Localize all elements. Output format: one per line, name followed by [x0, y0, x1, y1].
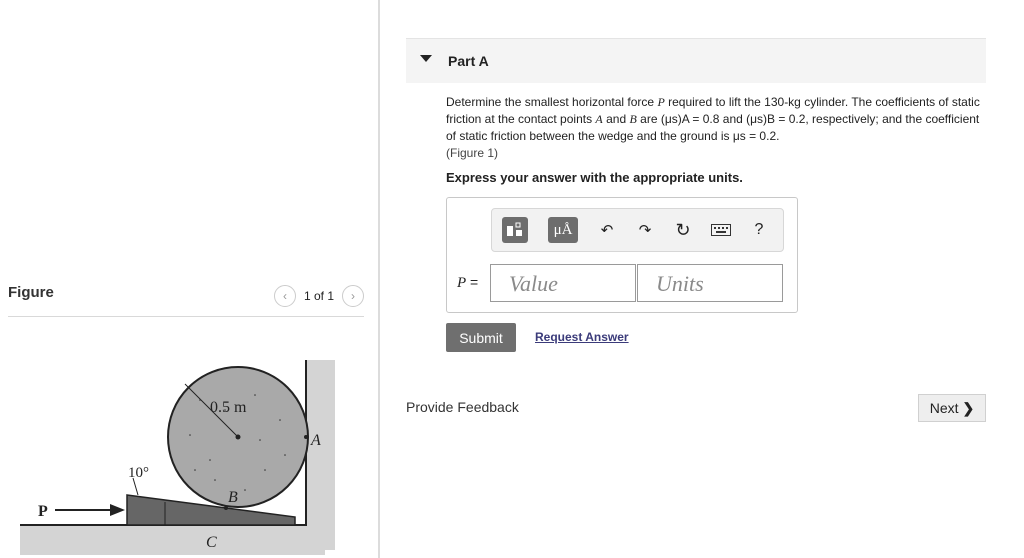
prev-figure-button[interactable] [274, 285, 296, 307]
angle-label: 10° [128, 465, 149, 481]
point-c-label: C [206, 534, 217, 551]
answer-label-eq: = [466, 274, 479, 290]
units-button[interactable]: μÅ [548, 217, 578, 243]
submit-button[interactable]: Submit [446, 323, 516, 352]
part-a-header[interactable] [406, 38, 986, 83]
point-a-label: A [311, 432, 321, 449]
figure-pager [274, 284, 364, 308]
undo-icon[interactable]: ↶ [600, 222, 614, 239]
units-input[interactable]: Units [637, 264, 783, 302]
question-part: Determine the smallest horizontal force [446, 95, 658, 109]
question-part: required to lift the 130-kg cylinder. The coefficients of static friction at the contact points [446, 95, 980, 126]
figure-link[interactable]: (Figure 1) [446, 146, 499, 160]
part-title: Part A [448, 53, 489, 69]
force-arrowhead [110, 504, 125, 516]
caret-down-icon [420, 55, 432, 62]
chevron-left-icon: ‹ [282, 289, 287, 303]
reset-icon[interactable]: ↻ [675, 219, 691, 240]
figure-pane [0, 0, 379, 558]
next-figure-button[interactable] [342, 285, 364, 307]
question-part: and [602, 112, 630, 126]
answer-label-var: P [457, 275, 467, 291]
request-answer-link[interactable]: Request Answer [535, 330, 629, 344]
question-part: are (μs)A = 0.8 and (μs)B = 0.2, respectively; and the coefficient of static friction between the wedge and the ground is μs = 0.2. [446, 112, 980, 143]
answer-box [446, 197, 798, 313]
point-b-label: B [228, 489, 238, 506]
wall-hatch [307, 360, 335, 550]
value-input[interactable]: Value [490, 264, 636, 302]
contact-point-b [224, 506, 228, 510]
force-label: P [38, 503, 48, 520]
next-label: Next [929, 400, 959, 416]
pager-count: 1 of 1 [303, 289, 334, 303]
next-button[interactable] [918, 394, 986, 422]
contact-point-a [304, 435, 308, 439]
help-button[interactable]: ? [754, 221, 764, 238]
ground-hatch [20, 525, 325, 555]
radius-label: 0.5 m [210, 399, 247, 416]
wedge-cylinder-figure [0, 340, 379, 558]
answer-label [457, 274, 478, 292]
question-point-a: A [595, 112, 603, 126]
chevron-right-icon: › [351, 289, 355, 303]
keyboard-button[interactable] [708, 217, 734, 243]
templates-icon [506, 222, 524, 238]
math-toolbar [491, 208, 784, 252]
redo-icon[interactable]: ↷ [638, 222, 652, 239]
templates-button[interactable] [502, 217, 528, 243]
answer-instruction: Express your answer with the appropriate units. [446, 170, 743, 185]
question-var-p: P [657, 95, 665, 109]
keyboard-icon [711, 224, 731, 236]
provide-feedback-link[interactable]: Provide Feedback [406, 399, 519, 415]
figure-title: Figure [8, 284, 54, 301]
chevron-right-icon: ❯ [962, 399, 975, 416]
question-text [446, 94, 991, 162]
problem-pane [380, 0, 1024, 558]
question-point-b: B [629, 112, 637, 126]
figure-header [8, 280, 364, 317]
